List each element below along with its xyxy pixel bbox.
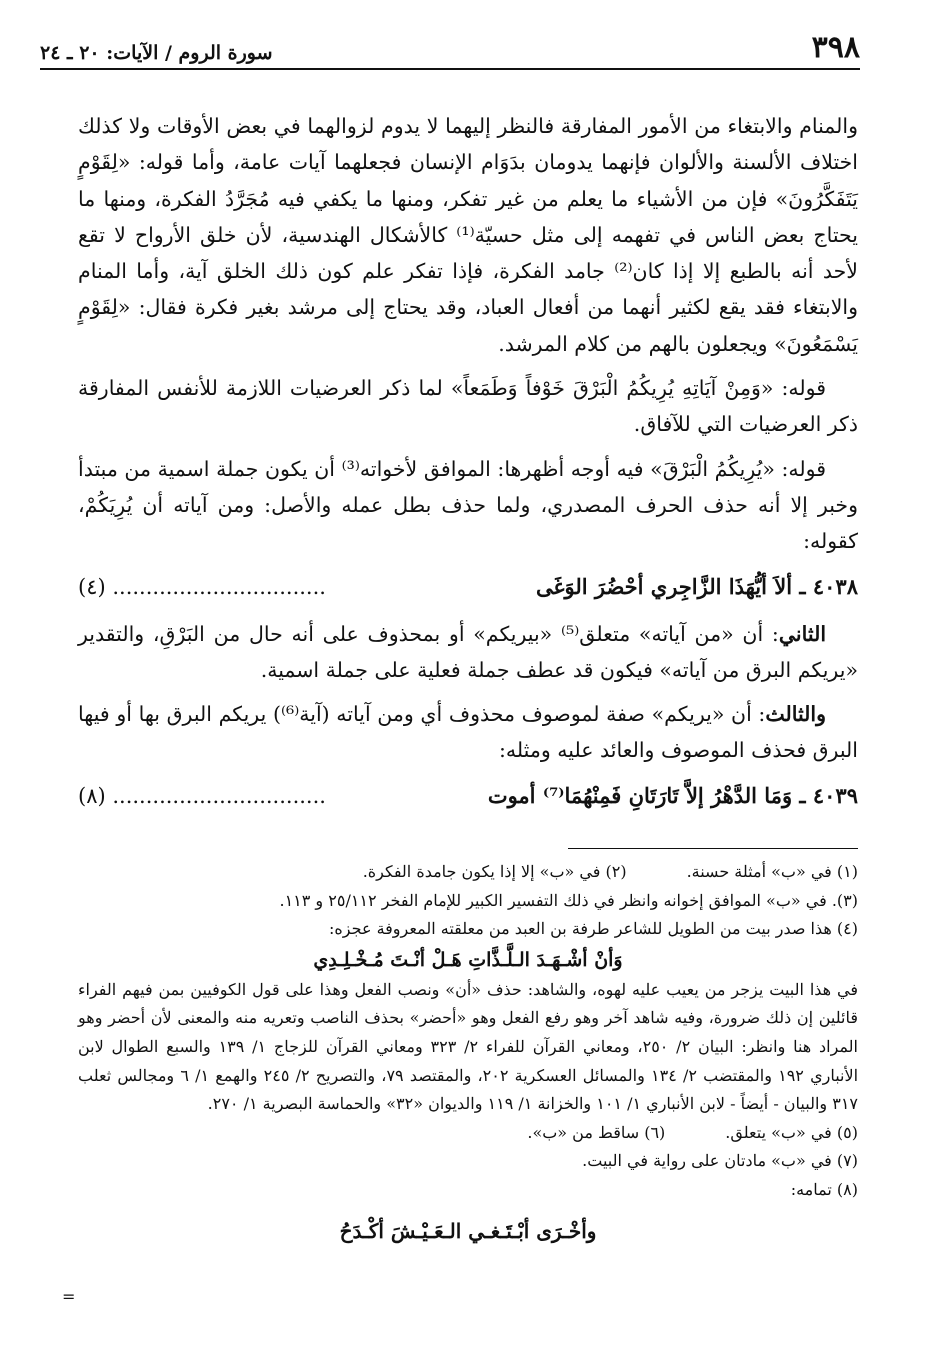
verse-4038 [78, 568, 858, 606]
footnote-row-1-2 [78, 858, 858, 887]
footnote-4-verse: وَأنْ أشْـهَـدَ الـلَّـذَّاتِ هَـلْ أنْـتَ مُـخْـلِـدِي [313, 948, 623, 971]
verse-4038-ellipsis: (٤) ................................ [78, 574, 326, 599]
running-title: سورة الروم / الآيات: ٢٠ ـ ٢٤ [40, 42, 273, 64]
footnote-8-verse: وأخْـرَى أبْـتَـغـي الـعَـيْـشَ أكْـدَحُ [339, 1218, 597, 1243]
second-view-text: : أن «من آياته» متعلق⁽⁵⁾ «بيريكم» أو بمحذوف على أنه حال من البَرْقِ، والتقدير «يريكم البرق من آياته» فيكون قد عطف جملة فعلية على جملة اسمية. [78, 621, 858, 682]
footnote-7: (٧) في «ب» مادتان على رواية في البيت. [582, 1151, 858, 1171]
page-marker: = [62, 1287, 76, 1306]
page-number: ٣٩٨ [811, 30, 860, 65]
footnote-6: (٦) ساقط من «ب». [527, 1122, 666, 1142]
paragraph-third-view [78, 696, 858, 769]
footnote-4: (٤) هذا صدر بيت من الطويل للشاعر طرفة بن العبد من معلقته المعروفة عجزه: [329, 919, 858, 939]
page-header [40, 28, 860, 70]
footnote-5: (٥) في «ب» يتعلق. [725, 1122, 858, 1142]
footnote-3: (٣). في «ب» الموافق إخوانه وانظر في ذلك التفسير الكبير للإمام الفخر ٢٥/١١٢ و ١١٣. [279, 890, 858, 910]
footnote-row-5-6 [78, 1119, 858, 1148]
footnotes [78, 858, 858, 1247]
third-view-label: والثالث [765, 702, 826, 727]
paragraph-2: قوله: «وَمِنْ آيَاتِهِ يُرِيكُمُ الْبَرْقَ خَوْفاً وَطَمَعاً» لما ذكر العرضيات اللازمة للأنفس المفارقة ذكر العرضيات التي للآفاق. [78, 376, 858, 437]
verse-4039-text: ٤٠٣٩ ـ وَمَا الدَّهْرُ إلاَّ تَارَتَانِ فَمِنْهُمَا⁽⁷⁾ أموت [487, 782, 858, 808]
footnote-8: (٨) تمامه: [790, 1179, 858, 1199]
footnote-4-commentary: في هذا البيت يزجر من يعيب عليه لهوه، والشاهد: حذف «أن» ونصب الفعل وهذا على قول الكوفيين بمن فيهم الفراء قائلين إن ذلك ضرورة، وفيه شاهد آخر وهو رفع الفعل وهو «أحضر» بحذف الناصب وتعريه منه والمعنى لأن أحضر وهو المراد هنا وانظر: البيان ٢/ ٢٥٠، ومعاني القرآن للفراء ٢/ ٣٢٣ ومعاني القرآن للزجاج ١/ ١٣٩ والسبع الطوال لابن الأنباري ١٩٢ والمقتضب ٢/ ١٣٤ والمسائل العسكرية ٢٠٢، والمقتصد ٧٩، والتصريح ٢/ ٢٤٥ والهمع ١/ ٦ ومجالس ثعلب ٣١٧ والبيان - أيضاً - لابن الأنباري ١/ ١٠١ والخزانة ١/ ١١٩ والديوان «٣٢» والحماسة البصرية ١/ ٢٧٠. [78, 979, 859, 1114]
footnote-1: (١) في «ب» أمثلة حسنة. [686, 862, 858, 881]
paragraph-1: والمنام والابتغاء من الأمور المفارقة فالنظر إليهما لا يدوم لزوالهما في بعض الأوقات ولا كذلك اختلاف الألسنة والألوان فإنهما يدومان بدَوَام الإنسان فجعلهما آيات عامة، وأما قوله: «لِقَوْمٍ يَتَفَكَّرُونَ» فإن من الأشياء ما يعلم من غير تفكر، ومنها ما يكفي فيه مُجَرَّدُ الفكرة، ومنها ما يحتاج بعض الناس في تفهمه إلى مثل حسيّة⁽¹⁾ كالأشكال الهندسية، لأن خلق الأرواح لا تقع لأحد أنه بالطبع إلا إذا كان⁽²⁾ جامد الفكرة، فإذا تفكر علم كون ذلك الخلق آية، وأما المنام والابتغاء فقد يقع لكثير أنهما من أفعال العباد، وقد يحتاج إلى مرشد بغير فكرة فقال: «لِقَوْمٍ يَسْمَعُونَ» ويجعلون بالهم من كلام المرشد. [78, 114, 859, 356]
third-view-text: : أن «يريكم» صفة لموصوف محذوف أي ومن آياته (آية⁽⁶⁾) يريكم البرق بها أو فيها البرق فحذف الموصوف والعائد عليه ومثله: [78, 702, 858, 763]
verse-4038-text: ٤٠٣٨ ـ ألاَ أيُّهَذَا الزَّاجِري أحْضُرَ الوَغَى [535, 573, 858, 599]
verse-4039 [78, 777, 858, 815]
paragraph-second-view [78, 616, 858, 689]
second-view-label: الثاني [778, 621, 827, 646]
footnote-2: (٢) في «ب» إلا إذا يكون جامدة الفكرة. [362, 862, 627, 881]
paragraph-3: قوله: «يُرِيكُمُ الْبَرْقَ» فيه أوجه أظهرها: الموافق لأخواته⁽³⁾ أن يكون جملة اسمية من مبتدأ وخبر إلا أنه حذف الحرف المصدري، ولما حذف بطل عمله والأصل: ومن آياته أن يُرِيَكُمْ، كقوله: [78, 456, 858, 554]
main-text [78, 108, 858, 825]
footnote-separator [568, 848, 858, 849]
verse-4039-ellipsis: (٨) ................................ [78, 783, 326, 808]
